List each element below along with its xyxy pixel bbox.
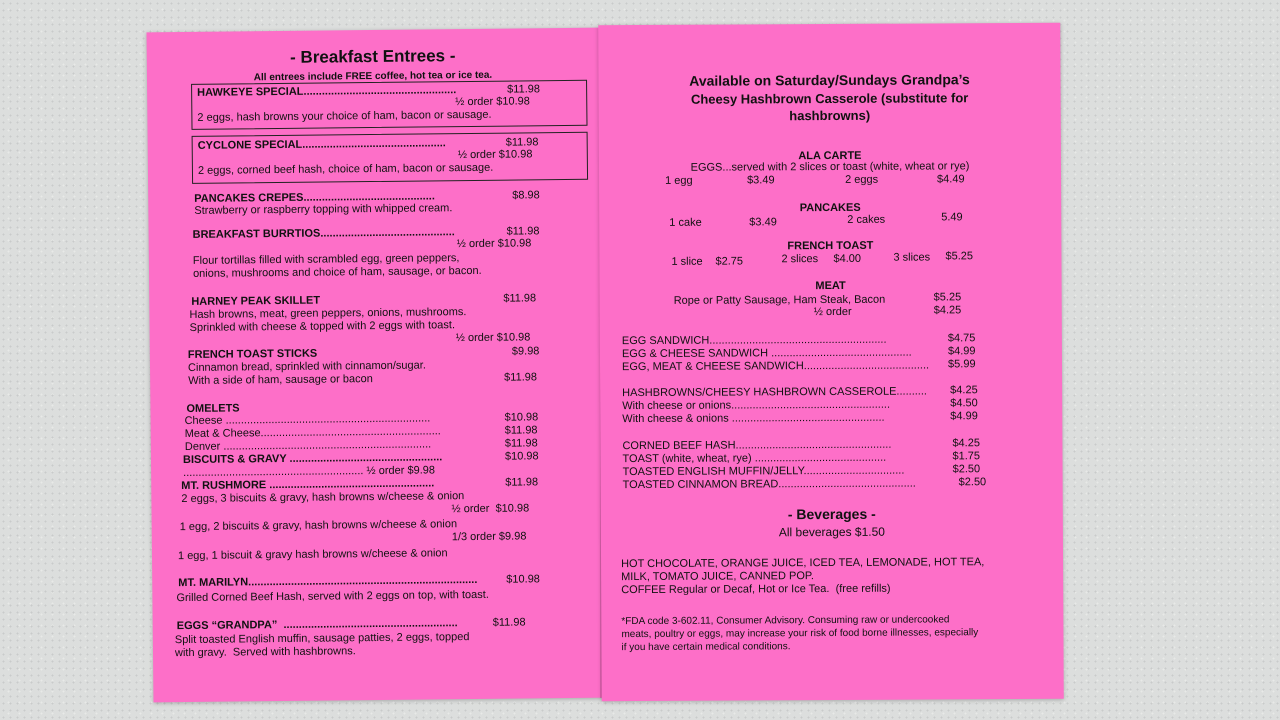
omelet-cheese: Cheese ................................................................... [184, 412, 431, 428]
hashbrown-price: $4.50 [950, 397, 978, 410]
sandwich-item: EGG & CHEESE SANDWICH .............................................. [621, 346, 912, 361]
pancakes-crepes-price: $8.98 [512, 189, 540, 202]
sandwich-item: EGG, MEAT & CHEESE SANDWICH......................................... [621, 359, 930, 374]
side-price: $2.50 [958, 476, 987, 489]
beverages-line3: COFFEE Regular or Decaf, Hot or Ice Tea. (free refills) [621, 582, 891, 597]
side-item: CORNED BEEF HASH................................................... [622, 438, 892, 453]
beverages-line2: MILK, TOMATO JUICE, CANNED POP. [621, 570, 814, 584]
hashbrown-price: $4.99 [950, 410, 978, 423]
fda-line3: if you have certain medical conditions. [621, 641, 791, 654]
rushmore-price: $11.98 [505, 476, 539, 489]
left-menu-page [147, 28, 606, 703]
three-slices: 3 slices [893, 251, 931, 264]
marilyn-name: MT. MARILYN........................................................................... [178, 573, 478, 590]
beverages-title: - Beverages - [787, 505, 876, 523]
alacarte-eggs: EGGS...served with 2 slices or toast (white, wheat or rye) [690, 160, 970, 174]
alacarte-title: ALA CARTE [798, 149, 862, 163]
side-price: $4.25 [952, 437, 980, 450]
burritos-name: BREAKFAST BURRTIOS............................................ [192, 226, 455, 241]
sandwich-item: EGG SANDWICH.......................................................... [621, 333, 887, 348]
grandpa-name: EGGS “GRANDPA” ......................................................... [176, 617, 458, 633]
cyclone-desc: 2 eggs, corned beef hash, choice of ham, bacon or sausage. [197, 161, 494, 177]
burritos-price: $11.98 [506, 225, 540, 238]
grandpa-price: $11.98 [492, 616, 526, 629]
sandwich-price: $4.75 [947, 332, 976, 345]
one-egg-price: $3.49 [747, 174, 775, 187]
marilyn-price: $10.98 [506, 573, 540, 586]
omelet-cheese-price: $10.98 [504, 411, 539, 424]
meat-price: $5.25 [933, 291, 962, 304]
meat-half-price: $4.25 [933, 304, 962, 317]
rushmore-desc2: 1 egg, 2 biscuits & gravy, hash browns w/cheese & onion [179, 518, 458, 534]
two-cakes-price: 5.49 [941, 211, 963, 224]
rushmore-half: ½ order $10.98 [451, 502, 530, 516]
side-price: $2.50 [952, 463, 981, 476]
hashbrown-item: With cheese or onions.................................................... [622, 398, 891, 413]
omelet-meat: Meat & Cheese........................................................... [184, 425, 441, 441]
burritos-desc2: onions, mushrooms and choice of ham, sausage, or bacon. [192, 264, 482, 280]
harney-price: $11.98 [503, 292, 537, 305]
side-item: TOASTED ENGLISH MUFFIN/JELLY................................. [622, 464, 905, 479]
burritos-desc1: Flour tortillas filled with scrambled egg, green peppers, [192, 252, 460, 267]
omelet-denver: Denver .................................................................... [184, 438, 432, 454]
hawkeye-half: ½ order $10.98 [455, 95, 530, 109]
pancakes-crepes-desc: Strawberry or raspberry topping with whipped cream. [194, 202, 453, 217]
french-sticks-desc2: With a side of ham, sausage or bacon [188, 373, 373, 387]
harney-desc2: Sprinkled with cheese & topped with 2 eggs with toast. [189, 319, 456, 334]
hawkeye-desc: 2 eggs, hash browns your choice of ham, bacon or sausage. [197, 108, 492, 124]
side-item: TOAST (white, wheat, rye) ........................................... [622, 451, 887, 466]
cyclone-name: CYCLONE SPECIAL............................................... [197, 137, 446, 152]
meat-title: MEAT [815, 279, 846, 293]
french-sticks-name: FRENCH TOAST STICKS [187, 347, 318, 361]
one-cake: 1 cake [669, 216, 702, 229]
pancakes-title: PANCAKES [799, 201, 861, 215]
two-eggs: 2 eggs [845, 173, 879, 186]
beverages-subtitle: All beverages $1.50 [778, 524, 885, 540]
two-cakes: 2 cakes [847, 213, 886, 226]
one-slice: 1 slice [671, 255, 703, 268]
two-eggs-price: $4.49 [937, 173, 965, 186]
rushmore-desc3: 1 egg, 1 biscuit & gravy hash browns w/cheese & onion [177, 547, 448, 563]
availability-line1: Available on Saturday/Sundays Grandpa’s [689, 71, 970, 89]
hashbrown-item: HASHBROWNS/CHEESY HASHBROWN CASSEROLE.......... [622, 385, 927, 400]
burritos-half: ½ order $10.98 [456, 237, 532, 251]
side-item: TOASTED CINNAMON BREAD............................................. [622, 477, 916, 492]
omelets-title: OMELETS [186, 402, 240, 415]
french-sticks-price: $9.98 [511, 345, 540, 358]
availability-line2: Cheesy Hashbrown Casserole (substitute for [690, 90, 969, 107]
hashbrown-price: $4.25 [950, 384, 978, 397]
breakfast-entrees-title: - Breakfast Entrees - [290, 46, 456, 67]
grandpa-desc2: with gravy. Served with hashbrowns. [174, 645, 356, 660]
hawkeye-name: HAWKEYE SPECIAL.................................................. [197, 84, 457, 99]
pancakes-crepes-name: PANCAKES CREPES........................................... [194, 190, 435, 205]
cyclone-price: $11.98 [505, 136, 539, 149]
three-slices-price: $5.25 [945, 250, 974, 263]
cyclone-half: ½ order $10.98 [457, 148, 533, 162]
one-cake-price: $3.49 [749, 216, 777, 229]
sandwich-price: $5.99 [947, 358, 976, 371]
sandwich-price: $4.99 [947, 345, 976, 358]
grandpa-desc1: Split toasted English muffin, sausage patties, 2 eggs, topped [174, 631, 470, 647]
rushmore-desc1: 2 eggs, 3 biscuits & gravy, hash browns w/cheese & onion [181, 490, 465, 506]
french-sticks-price2: $11.98 [504, 371, 538, 384]
french-toast-title: FRENCH TOAST [787, 239, 874, 253]
hashbrown-item: With cheese & onions .................................................. [622, 411, 885, 426]
fda-line2: meats, poultry or eggs, may increase your risk of food borne illnesses, especially [621, 627, 979, 641]
right-menu-page [598, 23, 1064, 701]
meat-desc: Rope or Patty Sausage, Ham Steak, Bacon [673, 293, 886, 307]
meat-half: ½ order [813, 305, 852, 319]
side-price: $1.75 [952, 450, 981, 463]
one-egg: 1 egg [665, 174, 693, 187]
rushmore-name: MT. RUSHMORE ...................................................... [181, 477, 435, 493]
rushmore-third: 1/3 order $9.98 [451, 530, 527, 544]
french-sticks-desc1: Cinnamon bread, sprinkled with cinnamon/sugar. [187, 359, 426, 374]
omelet-denver-price: $11.98 [504, 437, 538, 450]
entrees-subtitle: All entrees include FREE coffee, hot tea or ice tea. [253, 69, 493, 84]
harney-half: ½ order $10.98 [455, 331, 531, 345]
harney-desc1: Hash browns, meat, green peppers, onions, mushrooms. [189, 306, 467, 321]
two-slices: 2 slices [781, 253, 819, 266]
biscuits-price: $10.98 [504, 450, 539, 463]
fda-line1: *FDA code 3-602.11, Consumer Advisory. Consuming raw or undercooked [621, 614, 950, 628]
one-slice-price: $2.75 [715, 255, 744, 268]
harney-name: HARNEY PEAK SKILLET [191, 294, 321, 308]
availability-line3: hashbrowns) [789, 107, 871, 124]
marilyn-desc: Grilled Corned Beef Hash, served with 2 eggs on top, with toast. [176, 588, 489, 605]
beverages-line1: HOT CHOCOLATE, ORANGE JUICE, ICED TEA, LEMONADE, HOT TEA, [621, 556, 985, 571]
biscuits-name: BISCUITS & GRAVY .................................................. [182, 451, 443, 467]
omelet-meat-price: $11.98 [504, 424, 538, 437]
biscuits-half: ........................................................... ½ order $9.98 [183, 464, 436, 480]
hawkeye-price: $11.98 [507, 83, 541, 96]
two-slices-price: $4.00 [833, 252, 862, 265]
